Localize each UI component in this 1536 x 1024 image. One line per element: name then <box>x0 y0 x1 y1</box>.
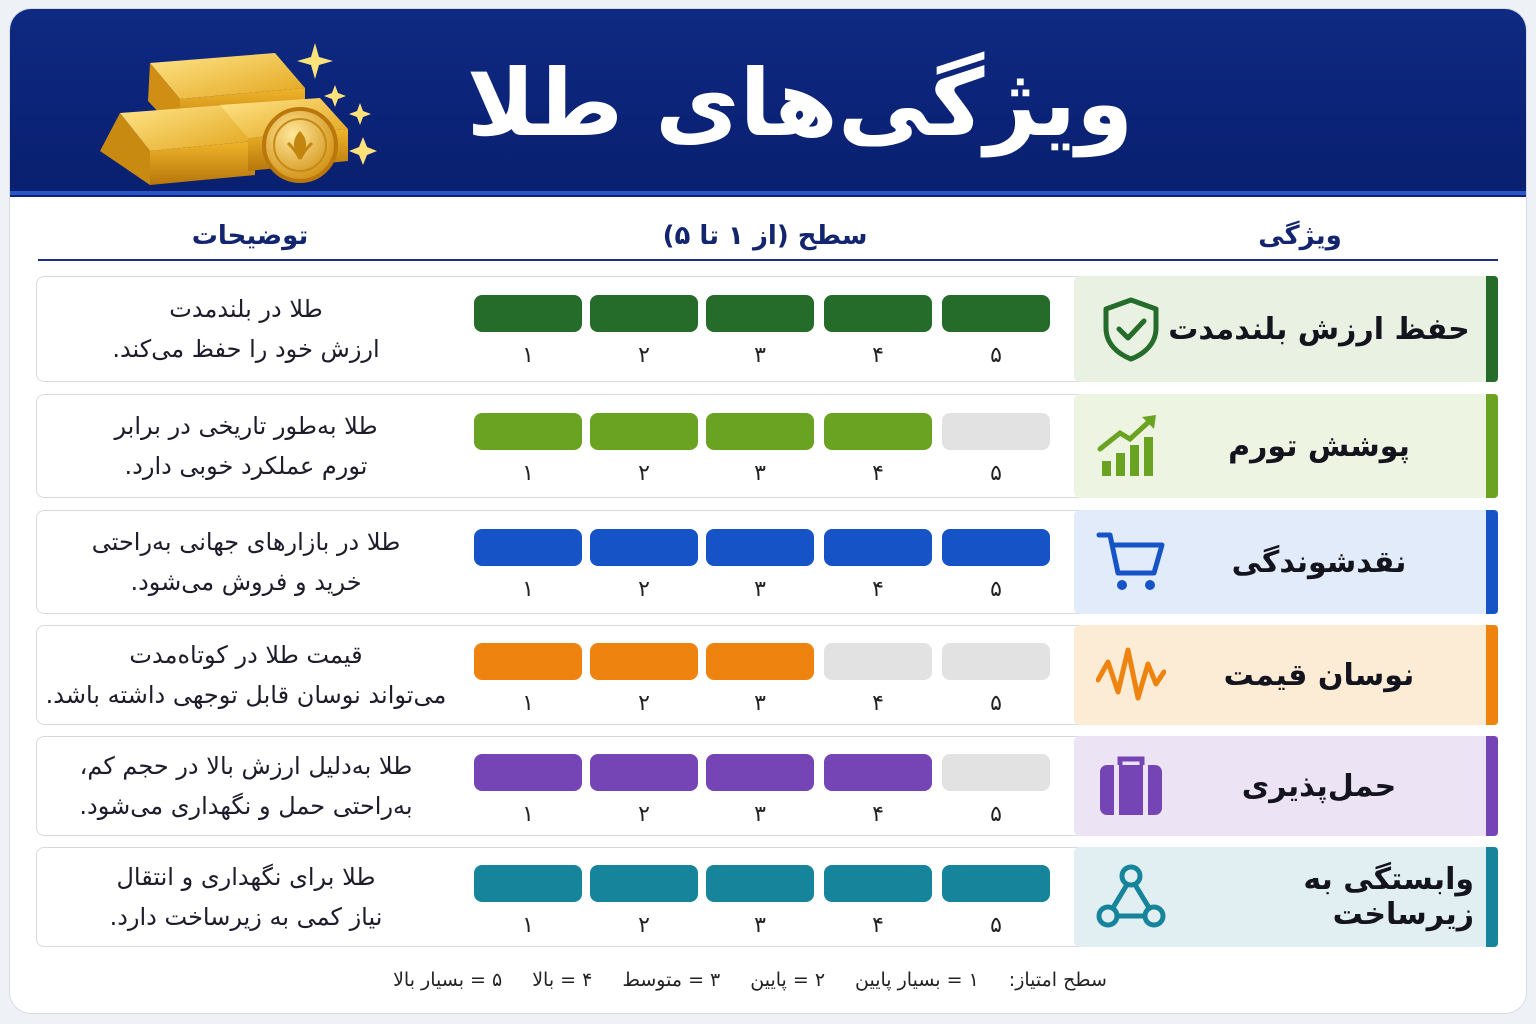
level-segment <box>706 754 814 791</box>
rising-bars-icon <box>1096 411 1166 481</box>
legend-item: ۴ = بالا <box>532 969 593 991</box>
level-number: ۱ <box>522 691 534 716</box>
level-number: ۵ <box>990 802 1002 827</box>
level-number: ۲ <box>638 913 650 938</box>
level-segment <box>942 295 1050 332</box>
level-number: ۱ <box>522 577 534 602</box>
level-number: ۵ <box>990 577 1002 602</box>
level-segment <box>942 529 1050 566</box>
level-number: ۲ <box>638 802 650 827</box>
table-row <box>36 847 1500 947</box>
level-number: ۵ <box>990 461 1002 486</box>
level-number: ۲ <box>638 577 650 602</box>
row-description: طلا به‌طور تاریخی در برابر تورم عملکرد خوبی دارد. <box>114 412 378 480</box>
feature-accent-bar <box>1486 510 1498 614</box>
feature-accent-bar <box>1486 847 1498 947</box>
page-title: ویژگی‌های طلا <box>466 50 1134 157</box>
feature-label: حمل‌پذیری <box>1241 768 1397 804</box>
level-number: ۴ <box>872 343 884 368</box>
feature-cell <box>1074 625 1498 725</box>
feature-accent-bar <box>1486 625 1498 725</box>
feature-cell <box>1074 276 1498 382</box>
level-number: ۱ <box>522 802 534 827</box>
table-row <box>36 736 1500 836</box>
level-number: ۳ <box>754 343 766 368</box>
level-number: ۳ <box>754 577 766 602</box>
feature-accent-bar <box>1486 394 1498 498</box>
level-segment <box>824 865 932 902</box>
table-row <box>36 276 1500 382</box>
level-number: ۴ <box>872 691 884 716</box>
level-segment <box>824 643 932 680</box>
level-number: ۱ <box>522 343 534 368</box>
level-segment <box>706 295 814 332</box>
level-segment <box>942 865 1050 902</box>
level-segment <box>824 413 932 450</box>
level-segment <box>590 295 698 332</box>
feature-label: پوشش تورم <box>1228 428 1410 464</box>
level-number: ۴ <box>872 802 884 827</box>
level-segment <box>824 529 932 566</box>
level-segment <box>590 643 698 680</box>
level-number: ۳ <box>754 461 766 486</box>
level-number: ۳ <box>754 802 766 827</box>
feature-cell <box>1074 510 1498 614</box>
level-number: ۵ <box>990 343 1002 368</box>
banner-divider-shadow <box>10 195 1526 197</box>
level-number: ۴ <box>872 461 884 486</box>
briefcase-icon <box>1096 751 1166 821</box>
table-row <box>36 394 1500 498</box>
zigzag-wave-icon <box>1096 640 1166 710</box>
level-segment <box>474 529 582 566</box>
level-segment <box>474 413 582 450</box>
table-row <box>36 625 1500 725</box>
level-number: ۴ <box>872 577 884 602</box>
level-segment <box>706 413 814 450</box>
header-rule <box>38 259 1498 261</box>
level-segment <box>942 413 1050 450</box>
row-description: طلا به‌دلیل ارزش بالا در حجم کم، به‌راحتی حمل و نگهداری می‌شود. <box>79 752 413 820</box>
shopping-cart-icon <box>1096 527 1166 597</box>
header-level: سطح (از ۱ تا ۵) <box>662 221 868 251</box>
header-feature: ویژگی <box>1258 221 1342 251</box>
level-segment <box>474 295 582 332</box>
level-number: ۲ <box>638 691 650 716</box>
level-segment <box>824 754 932 791</box>
legend-item: ۲ = پایین <box>750 969 826 991</box>
feature-cell <box>1074 847 1498 947</box>
row-description: طلا در بلندمدت ارزش خود را حفظ می‌کند. <box>112 295 380 363</box>
feature-label: وابستگی به زیرساخت <box>1303 862 1474 932</box>
feature-cell <box>1074 736 1498 836</box>
rating-legend <box>393 964 1107 996</box>
row-description: قیمت طلا در کوتاه‌مدت می‌تواند نوسان قابل توجهی داشته باشد. <box>45 641 447 709</box>
level-segment <box>706 643 814 680</box>
level-segment <box>824 295 932 332</box>
level-segment <box>942 643 1050 680</box>
shield-check-icon <box>1096 294 1166 364</box>
feature-label: حفظ ارزش بلندمدت <box>1168 311 1470 347</box>
network-nodes-icon <box>1096 862 1166 932</box>
legend-item: ۵ = بسیار بالا <box>393 969 503 991</box>
level-number: ۱ <box>522 913 534 938</box>
level-number: ۲ <box>638 343 650 368</box>
row-description: طلا برای نگهداری و انتقال نیاز کمی به زیرساخت دارد. <box>109 863 383 931</box>
level-segment <box>706 529 814 566</box>
header-description: توضیحات <box>191 221 309 251</box>
legend-item: ۳ = متوسط <box>622 969 721 991</box>
level-segment <box>590 754 698 791</box>
feature-label: نوسان قیمت <box>1223 657 1415 693</box>
level-number: ۳ <box>754 691 766 716</box>
feature-accent-bar <box>1486 736 1498 836</box>
row-description: طلا در بازارهای جهانی به‌راحتی خرید و فروش می‌شود. <box>91 528 401 596</box>
level-segment <box>942 754 1050 791</box>
level-segment <box>474 643 582 680</box>
gold-bars-icon <box>90 33 390 193</box>
level-segment <box>474 865 582 902</box>
level-number: ۱ <box>522 461 534 486</box>
level-segment <box>706 865 814 902</box>
level-segment <box>590 413 698 450</box>
table-row <box>36 510 1500 614</box>
legend-prefix: سطح امتیاز: <box>1008 969 1107 991</box>
level-number: ۵ <box>990 913 1002 938</box>
legend-item: ۱ = بسیار پایین <box>855 969 979 991</box>
feature-accent-bar <box>1486 276 1498 382</box>
level-segment <box>590 529 698 566</box>
level-segment <box>474 754 582 791</box>
level-number: ۲ <box>638 461 650 486</box>
level-number: ۵ <box>990 691 1002 716</box>
level-segment <box>590 865 698 902</box>
feature-cell <box>1074 394 1498 498</box>
level-number: ۴ <box>872 913 884 938</box>
level-number: ۳ <box>754 913 766 938</box>
feature-label: نقدشوندگی <box>1231 544 1407 580</box>
